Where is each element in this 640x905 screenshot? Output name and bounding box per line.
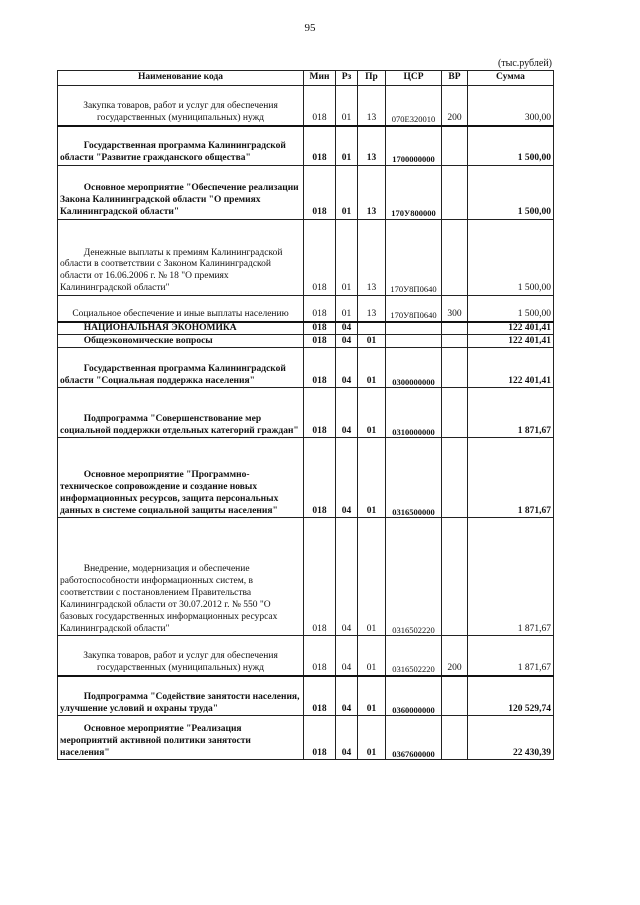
row-name: Внедрение, модернизация и обеспечение работоспособности информационных систем, в соответствии с постановлением Правительства Калининградской области от 30.07.2012 г. № 550 "О базовых государственных информационных ресурсах Калининградской области" <box>58 518 304 636</box>
row-csr <box>386 322 442 335</box>
row-rz: 01 <box>336 126 358 166</box>
row-min: 018 <box>304 166 336 220</box>
row-pr: 13 <box>358 220 386 296</box>
row-vr <box>442 438 468 518</box>
row-rz: 01 <box>336 220 358 296</box>
row-sum: 120 529,74 <box>468 676 554 716</box>
row-rz: 04 <box>336 388 358 438</box>
table-row <box>58 518 554 636</box>
row-name: Подпрограмма "Совершенствование мер социальной поддержки отдельных категорий граждан" <box>58 388 304 438</box>
row-vr: 200 <box>442 636 468 676</box>
row-csr: 1700000000 <box>386 126 442 166</box>
row-sum: 1 871,67 <box>468 518 554 636</box>
row-name: Подпрограмма "Содействие занятости населения, улучшение условий и охраны труда" <box>58 676 304 716</box>
row-rz: 04 <box>336 322 358 335</box>
row-name: Закупка товаров, работ и услуг для обеспечения государственных (муниципальных) нужд <box>58 86 304 126</box>
row-sum: 1 500,00 <box>468 166 554 220</box>
row-min: 018 <box>304 126 336 166</box>
row-pr: 01 <box>358 388 386 438</box>
row-csr: 170У8П0640 <box>386 296 442 322</box>
row-csr: 0316502220 <box>386 636 442 676</box>
row-pr: 01 <box>358 636 386 676</box>
row-name: Социальное обеспечение и иные выплаты населению <box>58 296 304 322</box>
row-pr: 13 <box>358 126 386 166</box>
row-min: 018 <box>304 335 336 348</box>
row-vr: 200 <box>442 86 468 126</box>
row-min: 018 <box>304 518 336 636</box>
row-csr: 170У800000 <box>386 166 442 220</box>
row-csr: 070Е320010 <box>386 86 442 126</box>
row-pr: 01 <box>358 518 386 636</box>
row-min: 018 <box>304 348 336 388</box>
row-csr: 0300000000 <box>386 348 442 388</box>
row-rz: 04 <box>336 636 358 676</box>
row-sum: 22 430,39 <box>468 716 554 760</box>
row-vr <box>442 220 468 296</box>
row-min: 018 <box>304 676 336 716</box>
row-pr: 13 <box>358 296 386 322</box>
table-row <box>58 636 554 676</box>
row-pr <box>358 322 386 335</box>
row-name: Основное мероприятие "Программно-техническое сопровождение и создание новых информационных ресурсов, защита персональных данных в системе социальной защиты населения" <box>58 438 304 518</box>
table-row <box>58 322 554 335</box>
row-rz: 04 <box>336 348 358 388</box>
row-pr: 01 <box>358 716 386 760</box>
row-min: 018 <box>304 296 336 322</box>
row-csr: 0360000000 <box>386 676 442 716</box>
row-sum: 122 401,41 <box>468 335 554 348</box>
row-csr: 0367600000 <box>386 716 442 760</box>
row-csr: 0316502220 <box>386 518 442 636</box>
row-name: Закупка товаров, работ и услуг для обеспечения государственных (муниципальных) нужд <box>58 636 304 676</box>
row-rz: 01 <box>336 86 358 126</box>
row-min: 018 <box>304 86 336 126</box>
header-rz: Рз <box>336 71 358 86</box>
row-min: 018 <box>304 322 336 335</box>
units-label: (тыс.рублей) <box>497 58 552 69</box>
row-name: Государственная программа Калининградской области "Социальная поддержка населения" <box>58 348 304 388</box>
row-min: 018 <box>304 716 336 760</box>
row-pr: 01 <box>358 676 386 716</box>
row-sum: 1 500,00 <box>468 220 554 296</box>
table-row <box>58 348 554 388</box>
row-vr <box>442 676 468 716</box>
table-row <box>58 166 554 220</box>
row-min: 018 <box>304 438 336 518</box>
table-row <box>58 86 554 126</box>
table-row <box>58 220 554 296</box>
table-row <box>58 335 554 348</box>
row-sum: 122 401,41 <box>468 322 554 335</box>
budget-table <box>57 70 554 760</box>
row-csr: 0310000000 <box>386 388 442 438</box>
row-sum: 122 401,41 <box>468 348 554 388</box>
row-vr <box>442 348 468 388</box>
row-sum: 1 871,67 <box>468 636 554 676</box>
header-min: Мин <box>304 71 336 86</box>
table-row <box>58 676 554 716</box>
row-csr <box>386 335 442 348</box>
row-vr <box>442 335 468 348</box>
row-rz: 04 <box>336 676 358 716</box>
row-name: Государственная программа Калининградской области "Развитие гражданского общества" <box>58 126 304 166</box>
row-csr: 0316500000 <box>386 438 442 518</box>
row-sum: 1 500,00 <box>468 296 554 322</box>
row-rz: 04 <box>336 335 358 348</box>
row-vr <box>442 126 468 166</box>
table-header-row <box>58 71 554 86</box>
row-vr <box>442 716 468 760</box>
row-sum: 1 871,67 <box>468 388 554 438</box>
row-name: Денежные выплаты к премиям Калининградской области в соответствии с Законом Калининградской области от 16.06.2006 г. № 18 "О премиях Калининградской области" <box>58 220 304 296</box>
row-sum: 1 500,00 <box>468 126 554 166</box>
header-pr: Пр <box>358 71 386 86</box>
row-min: 018 <box>304 636 336 676</box>
table-row <box>58 388 554 438</box>
row-name: Основное мероприятие "Обеспечение реализации Закона Калининградской области "О премиях Калининградской области" <box>58 166 304 220</box>
table-row <box>58 126 554 166</box>
row-name: Общеэкономические вопросы <box>58 335 304 348</box>
row-sum: 1 871,67 <box>468 438 554 518</box>
row-vr <box>442 518 468 636</box>
row-sum: 300,00 <box>468 86 554 126</box>
row-rz: 04 <box>336 438 358 518</box>
row-vr: 300 <box>442 296 468 322</box>
header-csr: ЦСР <box>386 71 442 86</box>
row-min: 018 <box>304 220 336 296</box>
table-row <box>58 716 554 760</box>
page-number: 95 <box>304 22 316 34</box>
row-name: Основное мероприятие "Реализация мероприятий активной политики занятости населения" <box>58 716 304 760</box>
row-pr: 01 <box>358 348 386 388</box>
row-pr: 13 <box>358 86 386 126</box>
row-vr <box>442 322 468 335</box>
table-row <box>58 296 554 322</box>
header-name: Наименование кода <box>58 71 304 86</box>
row-min: 018 <box>304 388 336 438</box>
table-row <box>58 438 554 518</box>
row-rz: 01 <box>336 296 358 322</box>
row-vr <box>442 166 468 220</box>
row-pr: 01 <box>358 335 386 348</box>
row-rz: 04 <box>336 716 358 760</box>
header-vr: ВР <box>442 71 468 86</box>
row-pr: 01 <box>358 438 386 518</box>
row-csr: 170У8П0640 <box>386 220 442 296</box>
row-pr: 13 <box>358 166 386 220</box>
row-name: НАЦИОНАЛЬНАЯ ЭКОНОМИКА <box>58 322 304 335</box>
header-sum: Сумма <box>468 71 554 86</box>
row-rz: 04 <box>336 518 358 636</box>
row-rz: 01 <box>336 166 358 220</box>
row-vr <box>442 388 468 438</box>
